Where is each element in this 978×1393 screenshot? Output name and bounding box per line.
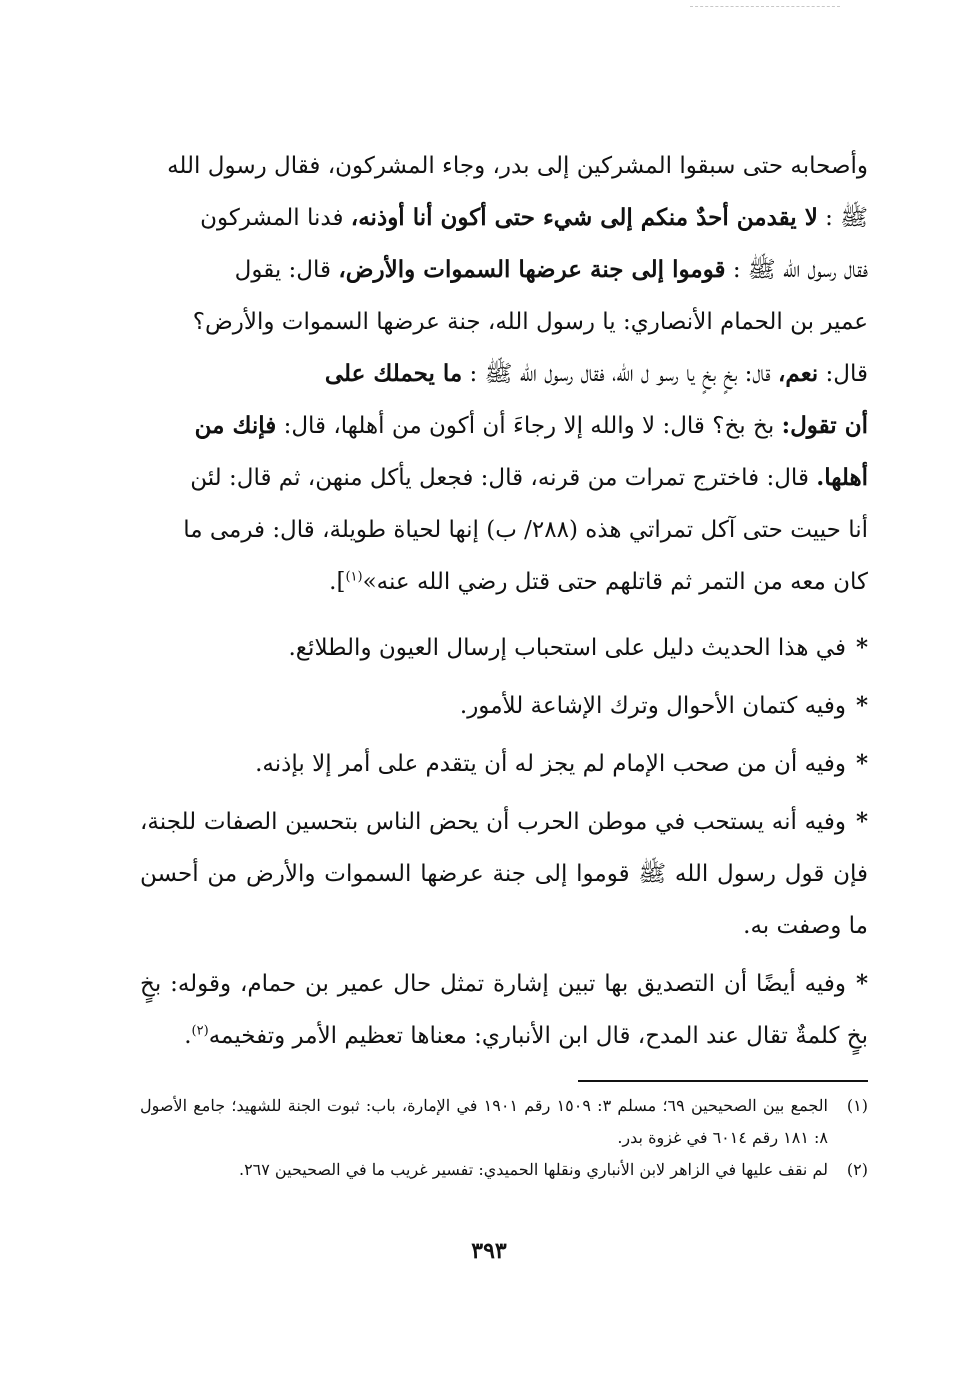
line-text: وأصحابه حتى سبقوا المشركين إلى بدر، وجاء المشركون، فقال رسول الله [167, 153, 868, 179]
text-line [140, 296, 868, 348]
page-number: ٣٩٣ [471, 1238, 507, 1264]
note-text: . [184, 1023, 192, 1049]
footnote-ref: (٢) [191, 1023, 209, 1039]
footnote [140, 1154, 868, 1186]
hadith-paragraph [140, 140, 868, 608]
note-text: وفيه أن من صحب الإمام لم يجز له أن يتقدم على أمر إلا بإذنه. [255, 751, 846, 777]
page-content [140, 140, 868, 1186]
line-text: كان معه من التمر ثم قاتلهم حتى قتل رضي الله عنه» [362, 569, 868, 595]
star-bullet: * [855, 970, 868, 997]
line-text: ﷺ : [825, 205, 868, 231]
star-bullet: * [855, 750, 868, 777]
bold-quote: أن تقول: [781, 412, 868, 439]
bold-quote: قوموا إلى جنة عرضها السموات والأرض، [338, 256, 726, 283]
footnote-text: لم نقف عليها في الزاهر لابن الأنباري ونقلها الحميدي: تفسير غريب ما في الصحيحين ٢٦٧. [238, 1160, 828, 1179]
text-line [140, 192, 868, 244]
line-text: بخ بخ؟ قال: لا والله إلا رجاءَ أن أكون من أهلها، قال: [283, 413, 775, 439]
footnote-text: الجمع بين الصحيحين ٦٩؛ مسلم ٣: ١٥٠٩ رقم ١٩٠١ في الإمارة، باب: ثبوت الجنة للشهيد؛ جامع الأصول ٨: ١٨١ رقم ٦٠١٤ في غزوة بدر. [140, 1096, 829, 1147]
text-line [140, 348, 868, 400]
note-item [140, 796, 868, 952]
note-item [140, 680, 868, 732]
line-text: فقال رسول الله ﷺ : [732, 257, 868, 283]
note-text: وفيه أنه يستحب في موطن الحرب أن يحض الناس بتحسين الصفات للجنة، فإن قول رسول الله ﷺ قوموا إلى جنة عرضها السموات والأرض من أحسن ما وصفت به. [140, 809, 868, 939]
footnote-number: (٢) [846, 1160, 868, 1179]
star-bullet: * [855, 634, 868, 661]
note-text: في هذا الحديث دليل على استحباب إرسال العيون والطلائع. [288, 635, 846, 661]
footnote-separator [578, 1080, 868, 1082]
text-line [140, 140, 868, 192]
note-item [140, 738, 868, 790]
top-edge-rule [690, 6, 840, 7]
bold-quote: فإنك من [194, 412, 277, 439]
text-line [140, 400, 868, 452]
line-text: قال: [825, 361, 868, 387]
line-text: أنا حييت حتى آكل تمراتي هذه (٢٨٨/ ب) إنها لحياة طويلة، قال: فرمى ما [183, 517, 868, 543]
line-text: قال: فاخترج تمرات من قرنه، قال: فجعل يأكل منهن، ثم قال: لئن [190, 465, 809, 491]
notes-list [140, 622, 868, 1062]
star-bullet: * [855, 808, 868, 835]
footnote [140, 1090, 868, 1154]
text-line [140, 504, 868, 556]
footnote-number: (١) [846, 1096, 868, 1115]
text-line [140, 244, 868, 296]
text-line [140, 556, 868, 608]
note-item [140, 622, 868, 674]
bold-quote: نعم، [777, 360, 819, 387]
bold-quote: أهلها. [816, 464, 868, 491]
note-text: وفيه كتمان الأحوال وترك الإشاعة للأمور. [459, 693, 846, 719]
line-text: قال: يقول [234, 257, 332, 283]
line-text: ]. [329, 569, 346, 595]
note-item [140, 958, 868, 1062]
bold-quote: ما يحملك على [324, 360, 463, 387]
footnotes [140, 1090, 868, 1186]
bold-quote: لا يقدمن أحدٌ منكم إلى شيء حتى أكون أنا أوذنه، [350, 204, 818, 231]
line-text: عمير بن الحمام الأنصاري: يا رسول الله، جنة عرضها السموات والأرض؟ [192, 309, 868, 335]
line-text: قال: بخٍ بخٍ يا رسو ل الله، فقال رسول الله ﷺ : [469, 361, 771, 387]
star-bullet: * [855, 692, 868, 719]
footnote-ref: (١) [345, 569, 363, 585]
line-text: فدنا المشركون [200, 205, 344, 231]
text-line [140, 452, 868, 504]
note-text: وفيه أيضًا أن التصديق بها تبين إشارة تمثل حال عمير بن حمام، وقوله: بخٍ بخٍ كلمةٌ تقال عند المدح، قال ابن الأنباري: معناها تعظيم الأمر وتفخيمه [140, 971, 868, 1049]
